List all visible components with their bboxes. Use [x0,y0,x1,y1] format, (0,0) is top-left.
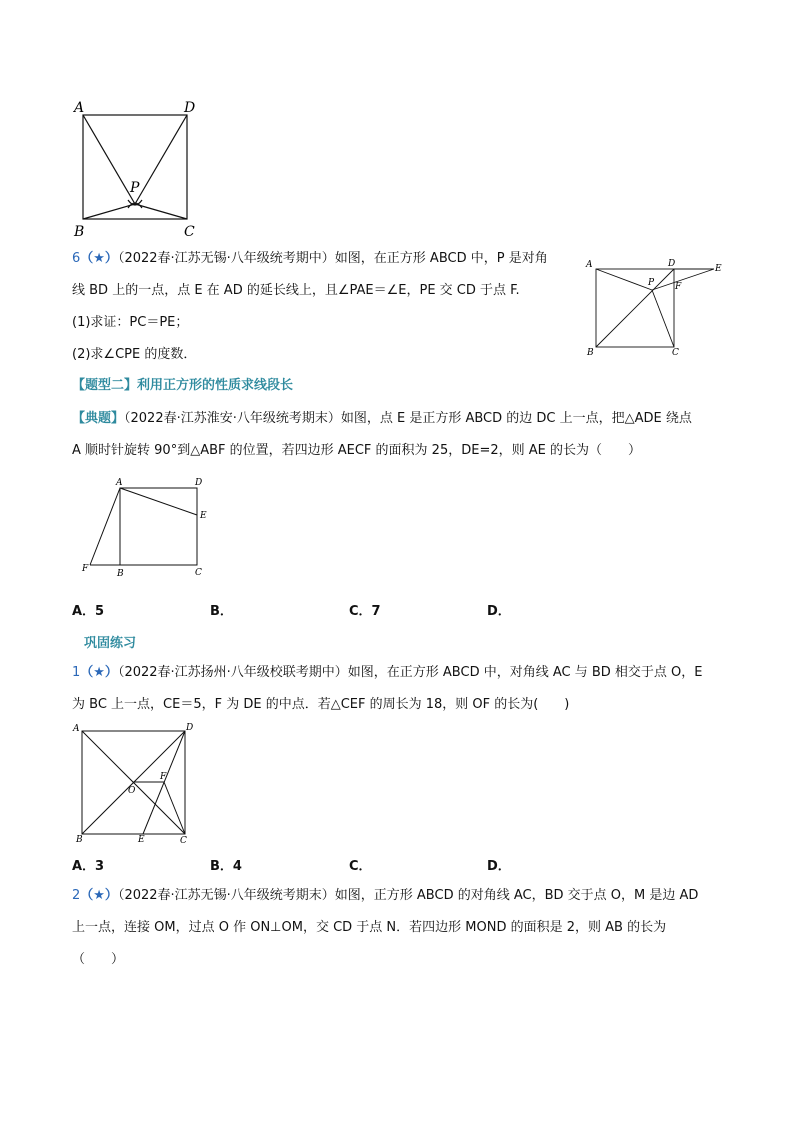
option-d: D． [487,859,511,874]
p2-line3: （ ） [72,952,125,967]
option-c: C．7 [349,604,381,619]
q6-line1 [72,249,548,269]
figure-q6 [584,256,724,360]
star-rating: （★） [80,888,118,903]
label-d: D [186,723,194,733]
label-a: A [586,260,593,270]
label-f: F [160,772,167,782]
label-a: A [116,478,123,488]
label-a: A [73,724,80,734]
option-c: C． [349,859,372,874]
practice-title: 巩固练习 [84,636,137,651]
label-c: C [184,224,195,240]
example-text1: （2022春·江苏淮安·八年级统考期末）如图，点 E 是正方形 ABCD 的边 DC 上一点，把△ADE 绕点 [124,411,692,426]
example-tag: 【典题】 [72,411,125,426]
label-c: C [672,348,679,358]
label-e: E [715,264,722,274]
figure-p1 [70,718,200,848]
p1-line1 [72,663,703,683]
label-b: B [74,224,85,240]
figure-square-p [70,96,210,242]
label-b: B [76,835,83,845]
option-a: A．5 [72,604,105,619]
p2-text1: （2022春·江苏无锡·八年级统考期末）如图，正方形 ABCD 的对角线 AC，BD 交于点 O，M 是边 AD [117,888,699,903]
label-d: D [195,478,203,488]
label-f: F [675,282,682,292]
option-b: B． [210,604,233,619]
label-a: A [74,100,85,116]
p1-text1: （2022春·江苏扬州·八年级校联考期中）如图，在正方形 ABCD 中，对角线 AC 与 BD 相交于点 O，E [117,665,703,680]
star-rating: （★） [80,251,118,266]
q6-number: 6 [72,251,81,266]
label-b: B [117,569,124,579]
label-o: O [128,786,136,796]
p1-number: 1 [72,665,81,680]
label-f: F [82,564,89,574]
label-d: D [668,259,676,269]
label-c: C [180,836,187,846]
p1-line2: 为 BC 上一点，CE＝5，F 为 DE 的中点．若△CEF 的周长为 18，则 OF 的长为( ) [72,697,570,712]
label-p: P [130,180,140,196]
label-d: D [184,100,196,116]
section-title: 【题型二】利用正方形的性质求线段长 [72,378,294,393]
label-c: C [195,568,202,578]
label-e: E [138,835,145,845]
p2-number: 2 [72,888,81,903]
label-p: P [648,278,655,288]
label-e: E [200,511,207,521]
q6-line2: 线 BD 上的一点，点 E 在 AD 的延长线上，且∠PAE＝∠E，PE 交 CD 于点 F. [72,283,520,298]
p2-line2: 上一点，连接 OM，过点 O 作 ON⊥OM，交 CD 于点 N．若四边形 MOND 的面积是 2，则 AB 的长为 [72,920,667,935]
option-a: A．3 [72,859,105,874]
example-line2: A 顺时针旋转 90°到△ABF 的位置，若四边形 AECF 的面积为 25，DE=2，则 AE 的长为（ ） [72,443,641,458]
star-rating: （★） [80,665,118,680]
label-b: B [587,348,594,358]
example-line1 [72,409,692,429]
q6-line3: (1)求证：PC＝PE； [72,315,189,330]
q6-source: （2022春·江苏无锡·八年级统考期中） [117,251,335,266]
figure-example [78,474,218,582]
option-b: B．4 [210,859,242,874]
q6-line4: (2)求∠CPE 的度数． [72,347,197,362]
p2-line1 [72,886,698,906]
option-d: D． [487,604,511,619]
q6-text1: 如图，在正方形 ABCD 中，P 是对角 [334,251,548,266]
